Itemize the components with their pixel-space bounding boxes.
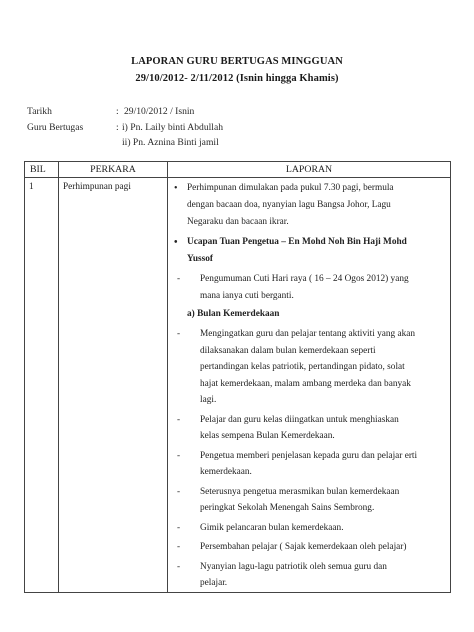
- dash-icon: -: [177, 414, 181, 425]
- dash-line: Pelajar dan guru kelas diingatkan untuk menghiaskan: [200, 414, 399, 425]
- report-subtitle: 29/10/2012- 2/11/2012 (Isnin hingga Khamis): [135, 73, 339, 84]
- dash-line: Pengumuman Cuti Hari raya ( 16 – 24 Ogos 2012) yang: [200, 274, 409, 284]
- bullet-item-perhimpunan: [172, 180, 446, 231]
- guru-bertugas-2: ii) Pn. Aznina Binti jamil: [122, 137, 219, 148]
- bullet-line: dengan bacaan doa, nyanyian lagu Bangsa Johor, Lagu: [187, 200, 391, 210]
- guru-bertugas-1: i) Pn. Laily binti Abdullah: [122, 122, 223, 133]
- dash-line: Persembahan pelajar ( Sajak kemerdekaan oleh pelajar): [200, 542, 407, 552]
- dash-line: Nyanyian lagu-lagu patriotik oleh semua guru dan: [200, 561, 387, 572]
- row-laporan: [168, 178, 451, 593]
- dash-line: pelajar.: [200, 578, 228, 588]
- dash-item-hiasan-kelas: [172, 412, 446, 445]
- dash-icon: -: [177, 542, 181, 552]
- bullet-icon: •: [174, 183, 178, 194]
- bullet-line: Negaraku dan bacaan ikrar.: [187, 217, 289, 227]
- dash-line: pertandingan kelas patriotik, pertandingan pidato, solat: [200, 362, 405, 372]
- dash-line: Mengingatkan guru dan pelajar tentang aktiviti yang akan: [200, 329, 416, 339]
- report-title: LAPORAN GURU BERTUGAS MINGGUAN: [131, 56, 343, 67]
- dash-line: peringkat Sekolah Menengah Sains Sembrong.: [200, 503, 375, 513]
- dash-item-penjelasan: [172, 448, 446, 481]
- dash-item-perasmian: [172, 484, 446, 517]
- dash-item-cuti: [172, 271, 446, 304]
- header-bil: BIL: [25, 162, 59, 178]
- row-perkara: Perhimpunan pagi: [59, 178, 168, 593]
- dash-line: Gimik pelancaran bulan kemerdekaan.: [200, 522, 344, 533]
- sub-heading-bulan-kemerdekaan: a) Bulan Kemerdekaan: [187, 309, 280, 319]
- tarikh-value: 29/10/2012 / Isnin: [124, 106, 195, 117]
- tarikh-separator: :: [116, 106, 119, 117]
- dash-item-persembahan: [172, 539, 446, 556]
- row-bil: 1: [25, 178, 59, 593]
- dash-item-aktiviti: [172, 326, 446, 409]
- report-table: [24, 161, 451, 593]
- dash-icon: -: [177, 486, 181, 497]
- dash-line: hajat kemerdekaan, malam ambang merdeka dan banyak: [200, 378, 411, 389]
- dash-line: Seterusnya pengetua merasmikan bulan kemerdekaan: [200, 486, 400, 497]
- dash-line: kelas sempena Bulan Kemerdekaan.: [200, 431, 335, 441]
- dash-line: lagi.: [200, 395, 217, 405]
- guru-bertugas-separator: :: [116, 122, 119, 133]
- tarikh-label: Tarikh: [27, 106, 52, 117]
- dash-icon: -: [177, 561, 181, 572]
- dash-item-nyanyian: [172, 559, 446, 592]
- dash-icon: -: [177, 329, 181, 339]
- bullet-icon: •: [174, 237, 178, 248]
- bullet-line: Yussof: [187, 254, 214, 264]
- table-row: [25, 178, 451, 593]
- report-meta: [27, 106, 447, 156]
- header-perkara: PERKARA: [59, 162, 168, 178]
- dash-icon: -: [177, 450, 181, 461]
- bullet-line: Perhimpunan dimulakan pada pukul 7.30 pagi, bermula: [187, 183, 394, 193]
- guru-bertugas-label: Guru Bertugas: [27, 122, 84, 133]
- dash-item-gimik: [172, 520, 446, 537]
- header-laporan: LAPORAN: [168, 162, 451, 178]
- dash-icon: -: [177, 274, 181, 284]
- dash-line: kemerdekaan.: [200, 467, 252, 477]
- bullet-line: Ucapan Tuan Pengetua – En Mohd Noh Bin Haji Mohd: [187, 237, 407, 247]
- table-header-row: [25, 162, 451, 178]
- dash-line: mana ianya cuti berganti.: [200, 290, 294, 301]
- dash-line: Pengetua memberi penjelasan kepada guru dan pelajar erti: [200, 450, 418, 461]
- dash-icon: -: [177, 522, 181, 533]
- bullet-item-ucapan: [172, 234, 446, 268]
- dash-line: dilaksanakan dalam bulan kemerdekaan seperti: [200, 345, 376, 356]
